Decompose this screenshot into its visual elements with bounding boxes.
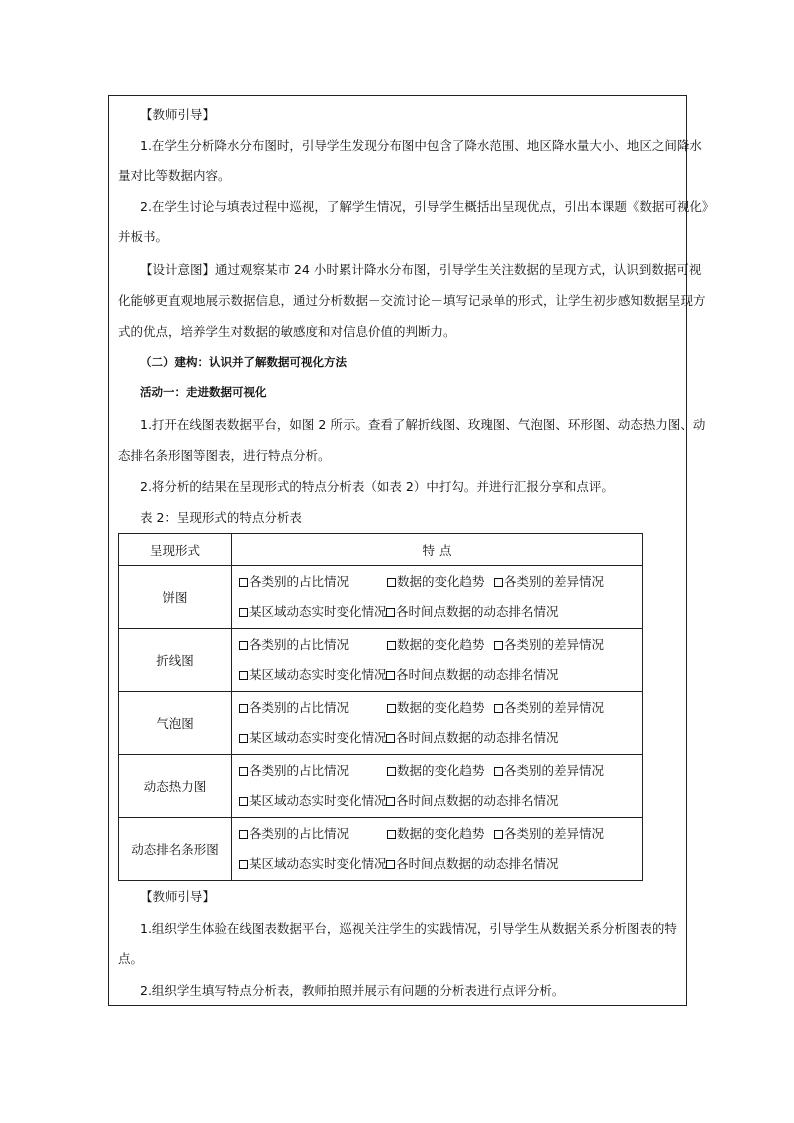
table-row: [119, 692, 643, 755]
options-cell: [232, 566, 643, 629]
option-difference[interactable]: 各类别的差异情况: [494, 700, 604, 716]
checkbox-icon[interactable]: [387, 767, 396, 776]
section-heading-construct: （二）建构：认识并了解数据可视化方法: [140, 355, 347, 369]
checkbox-icon[interactable]: [387, 641, 396, 650]
design-intent-line-1: 【设计意图】通过观察某市 24 小时累计降水分布图，引导学生关注数据的呈现方式，认识到数据可视: [140, 262, 702, 277]
checkbox-icon[interactable]: [494, 830, 503, 839]
option-time-ranking[interactable]: 各时间点数据的动态排名情况: [386, 793, 559, 809]
row-label-heatmap: 动态热力图: [119, 755, 232, 818]
option-trend[interactable]: 数据的变化趋势: [387, 574, 485, 590]
option-trend[interactable]: 数据的变化趋势: [387, 637, 485, 653]
teacher-guide-heading-2: 【教师引导】: [140, 889, 216, 904]
option-trend[interactable]: 数据的变化趋势: [387, 700, 485, 716]
guide-item-1-line-2: 量对比等数据内容。: [118, 168, 231, 183]
row-label-bubble: 气泡图: [119, 692, 232, 755]
option-difference[interactable]: 各类别的差异情况: [494, 826, 604, 842]
teacher-guide-heading: 【教师引导】: [140, 107, 216, 122]
checkbox-icon[interactable]: [386, 860, 395, 869]
options-cell: [232, 629, 643, 692]
feature-analysis-table-container: [118, 533, 642, 882]
checkbox-icon[interactable]: [387, 704, 396, 713]
guide-item-2-line-1: 2.在学生讨论与填表过程中巡视，了解学生情况，引导学生概括出呈现优点，引出本课题《数据可视化》: [140, 199, 715, 214]
option-time-ranking[interactable]: 各时间点数据的动态排名情况: [386, 856, 559, 872]
option-region-realtime[interactable]: 某区域动态实时变化情况: [239, 793, 387, 809]
guide-item-1-line-1: 1.在学生分析降水分布图时，引导学生发现分布图中包含了降水范围、地区降水量大小、地区之间降水: [140, 138, 702, 153]
option-proportion[interactable]: 各类别的占比情况: [239, 826, 349, 842]
row-label-line: 折线图: [119, 629, 232, 692]
guide2-item-1-line-2: 点。: [118, 951, 144, 966]
option-time-ranking[interactable]: 各时间点数据的动态排名情况: [386, 730, 559, 746]
checkbox-icon[interactable]: [386, 734, 395, 743]
activity-item-1-line-1: 1.打开在线图表数据平台，如图 2 所示。查看了解折线图、玫瑰图、气泡图、环形图、动态热力图、动: [140, 417, 706, 432]
checkbox-icon[interactable]: [239, 860, 248, 869]
checkbox-icon[interactable]: [239, 797, 248, 806]
checkbox-icon[interactable]: [239, 671, 248, 680]
checkbox-icon[interactable]: [239, 734, 248, 743]
option-time-ranking[interactable]: 各时间点数据的动态排名情况: [386, 667, 559, 683]
checkbox-icon[interactable]: [239, 608, 248, 617]
column-header-form: 呈现形式: [119, 534, 232, 566]
activity-item-2: 2.将分析的结果在呈现形式的特点分析表（如表 2）中打勾。并进行汇报分享和点评。: [140, 479, 614, 494]
checkbox-icon[interactable]: [387, 578, 396, 587]
options-cell: [232, 755, 643, 818]
checkbox-icon[interactable]: [239, 767, 248, 776]
option-trend[interactable]: 数据的变化趋势: [387, 763, 485, 779]
row-label-pie: 饼图: [119, 566, 232, 629]
option-region-realtime[interactable]: 某区域动态实时变化情况: [239, 667, 387, 683]
checkbox-icon[interactable]: [387, 830, 396, 839]
guide2-item-2: 2.组织学生填写特点分析表，教师拍照并展示有问题的分析表进行点评分析。: [140, 983, 565, 998]
checkbox-icon[interactable]: [494, 704, 503, 713]
row-label-ranking-bar: 动态排名条形图: [119, 818, 232, 881]
checkbox-icon[interactable]: [239, 578, 248, 587]
checkbox-icon[interactable]: [239, 704, 248, 713]
options-cell: [232, 692, 643, 755]
activity-item-1-line-2: 态排名条形图等图表，进行特点分析。: [118, 448, 331, 463]
checkbox-icon[interactable]: [494, 578, 503, 587]
checkbox-icon[interactable]: [386, 671, 395, 680]
option-proportion[interactable]: 各类别的占比情况: [239, 637, 349, 653]
table-row: [119, 755, 643, 818]
table-row: [119, 566, 643, 629]
option-difference[interactable]: 各类别的差异情况: [494, 763, 604, 779]
guide2-item-1-line-1: 1.组织学生体验在线图表数据平台，巡视关注学生的实践情况，引导学生从数据关系分析图表的特: [140, 921, 677, 936]
option-proportion[interactable]: 各类别的占比情况: [239, 700, 349, 716]
options-cell: [232, 818, 643, 881]
option-region-realtime[interactable]: 某区域动态实时变化情况: [239, 604, 387, 620]
option-region-realtime[interactable]: 某区域动态实时变化情况: [239, 856, 387, 872]
table-caption: 表 2：呈现形式的特点分析表: [140, 510, 302, 525]
column-header-features: 特 点: [232, 534, 643, 566]
option-region-realtime[interactable]: 某区域动态实时变化情况: [239, 730, 387, 746]
option-difference[interactable]: 各类别的差异情况: [494, 637, 604, 653]
table-header-row: [119, 534, 643, 566]
design-intent-line-2: 化能够更直观地展示数据信息，通过分析数据－交流讨论－填写记录单的形式，让学生初步感知数据呈现方: [118, 293, 706, 308]
guide-item-2-line-2: 并板书。: [118, 229, 169, 244]
option-time-ranking[interactable]: 各时间点数据的动态排名情况: [386, 604, 559, 620]
checkbox-icon[interactable]: [494, 767, 503, 776]
activity-one-heading: 活动一：走进数据可视化: [140, 385, 267, 399]
table-row: [119, 629, 643, 692]
checkbox-icon[interactable]: [239, 830, 248, 839]
checkbox-icon[interactable]: [386, 797, 395, 806]
option-difference[interactable]: 各类别的差异情况: [494, 574, 604, 590]
feature-analysis-table: [118, 533, 643, 881]
design-intent-line-3: 式的优点，培养学生对数据的敏感度和对信息价值的判断力。: [118, 324, 456, 339]
option-proportion[interactable]: 各类别的占比情况: [239, 574, 349, 590]
checkbox-icon[interactable]: [494, 641, 503, 650]
checkbox-icon[interactable]: [386, 608, 395, 617]
option-proportion[interactable]: 各类别的占比情况: [239, 763, 349, 779]
table-row: [119, 818, 643, 881]
option-trend[interactable]: 数据的变化趋势: [387, 826, 485, 842]
checkbox-icon[interactable]: [239, 641, 248, 650]
